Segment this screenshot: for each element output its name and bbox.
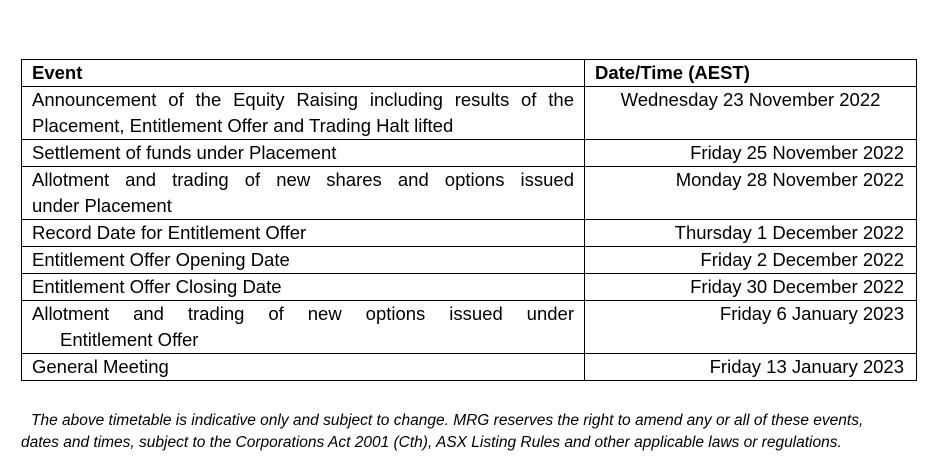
event-cell: General Meeting (22, 354, 585, 381)
table-row (22, 301, 917, 354)
event-cell: Entitlement Offer Opening Date (22, 247, 585, 274)
table-header-row (22, 60, 917, 87)
table-row (22, 140, 917, 167)
table-row (22, 220, 917, 247)
event-cell (22, 301, 585, 354)
event-text: Allotment and trading of new shares and options issued (32, 169, 574, 190)
date-cell: Monday 28 November 2022 (585, 167, 917, 220)
event-cell (22, 87, 585, 140)
date-cell: Friday 30 December 2022 (585, 274, 917, 301)
event-cell: Record Date for Entitlement Offer (22, 220, 585, 247)
date-cell: Friday 13 January 2023 (585, 354, 917, 381)
header-event: Event (22, 60, 585, 87)
event-cell: Settlement of funds under Placement (22, 140, 585, 167)
event-text: Placement, Entitlement Offer and Trading Halt lifted (32, 115, 454, 136)
header-date: Date/Time (AEST) (585, 60, 917, 87)
date-cell: Thursday 1 December 2022 (585, 220, 917, 247)
event-text: Announcement of the Equity Raising including results of the (32, 89, 574, 110)
timetable-disclaimer (21, 410, 921, 454)
disclaimer-line: dates and times, subject to the Corporations Act 2001 (Cth), ASX Listing Rules and other applicable laws or regulations. (21, 434, 842, 451)
date-cell: Wednesday 23 November 2022 (585, 87, 917, 140)
table-row (22, 354, 917, 381)
event-text: under Placement (32, 195, 172, 216)
event-text: Entitlement Offer (60, 329, 199, 350)
date-cell: Friday 6 January 2023 (585, 301, 917, 354)
event-cell: Entitlement Offer Closing Date (22, 274, 585, 301)
disclaimer-line: The above timetable is indicative only and subject to change. MRG reserves the right to amend any or all of these events, (31, 412, 864, 429)
table-row (22, 167, 917, 220)
timetable (21, 59, 917, 381)
event-cell (22, 167, 585, 220)
table-row (22, 87, 917, 140)
table-row (22, 274, 917, 301)
table-row (22, 247, 917, 274)
event-text: Allotment and trading of new options issued under (32, 303, 574, 324)
date-cell: Friday 25 November 2022 (585, 140, 917, 167)
date-cell: Friday 2 December 2022 (585, 247, 917, 274)
